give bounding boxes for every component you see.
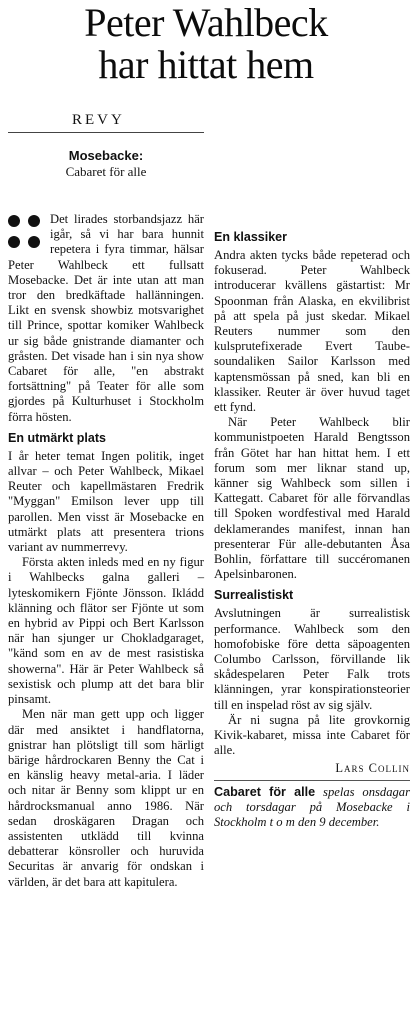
subheading-3: Surrealistiskt: [214, 588, 294, 603]
subheading-2: En klassiker: [214, 230, 287, 244]
paragraph-7: Avslutningen är surrealistisk performance. Wahlbeck som den homofobiske före detta säpoagenten Columbo Carlsson, förvillande lik skådespelaren Peter Falk trots klänningen, yrar konspirationsteorier till en inspelad röst av sig själv.: [214, 606, 410, 712]
show-title: Cabaret för alle: [65, 164, 147, 179]
show-info: [214, 785, 410, 831]
section-kicker: REVY: [72, 112, 125, 128]
left-column: [8, 212, 204, 890]
show-info-title: Cabaret för alle: [214, 784, 316, 799]
paragraph-2: I år heter temat Ingen politik, inget allvar – och Peter Wahlbeck, Mikael Reuter och kapellmästaren Fredrik "Myggan" Emilson lever upp till parollen. Men visst är Mosebacke en utmärkt plats att presentera trions variant av nummerrevy.: [8, 448, 204, 555]
byline: Lars Collin: [335, 760, 410, 775]
headline-line-2: har hittat hem: [98, 42, 314, 87]
headline-line-1: Peter Wahlbeck: [84, 0, 328, 45]
paragraph-5: Andra akten tycks både repeterad och fokuserad. Peter Wahlbeck introducerar kvällens gästartist: Mr Spoonman från Alaska, en ekvilibrist på att spela på just skedar. Mikael Reuters nummer som den kulsprutefixerade Evert Taube-soundaliken Sailor Karlsson med kaptensmössan på sned, kan bli en klassiker. Reuter är över huvud taget ett fynd.: [214, 248, 410, 415]
headline: [0, 2, 412, 86]
show-info-text: spelas onsdagar och torsdagar på Mosebacke i Stockholm t o m den 9 december.: [214, 784, 410, 829]
subheading-1: En utmärkt plats: [8, 430, 106, 445]
paragraph-intro: Det lirades storbandsjazz här igår, så vi har bara hunnit repetera i fyra timmar, hälsar Peter Wahlbeck ett fullsatt Mosebacke. Det är inte utan att man tror den bredkäftade hallänningen. Likt en svensk showbiz motsvarighet till Prince, spottar komiker Wahlbeck ur sig både gnistrande diamanter och gråsten. Det visade han i sin nya show Cabaret för alle, "en abstrakt fortsättning" på Teater för alle som gjordes på Kulturhuset i Stockholm förra hösten.: [8, 212, 204, 424]
right-column: [214, 118, 410, 830]
paragraph-3: Första akten inleds med en ny figur i Wahlbecks galna galleri – lyteskomikern Fjönte Jönsson. Ikládd klänning och flätor ser Fjönte ut som en hybrid av Pippi och Bert Karlsson när han sjunger ur Chokladgaraget, "känd som en av de mest rasistiska showerna". Här är Peter Wahlbeck så sexistisk och plump att det bara blir pinsamt.: [8, 555, 204, 707]
paragraph-8: Är ni sugna på lite grovkornig Kivik-kabaret, missa inte Cabaret för alle.: [214, 712, 410, 758]
drop-ornament-icon: [8, 215, 44, 251]
paragraph-6: När Peter Wahlbeck blir kommunistpoeten Harald Bengtsson från Götet har han hittat hem. I ett forum som mer liknar stand up, känner sig Wahlbeck som sillen i Kattegatt. Cabaret för alle förvandlas till Spoken wordfestival med Harald deklamerandes manifest, innan han presenterar Für alle-debutanten Åsa Bohlin, författare till succéromanen Apelsinbaronen.: [214, 415, 410, 582]
venue-label: Mosebacke:: [68, 148, 144, 163]
kicker-rule: [8, 132, 204, 133]
paragraph-4: Men när man gett upp och ligger där med ansiktet i handflatorna, gnistrar han plötsligt till som härligt bärige hårdrockaren Benny the Cat i en känslig heavy metal-aria. I läder och nitar är Benny som klippt ur en hårdrocksmanual anno 1986. När sedan droskägaren Dragan och assistenten utklädd till kvinna debatterar könsroller och huruvida Securitas är anvarig för ondskan i världen, är det bara att kapitulera.: [8, 707, 204, 889]
info-rule: [214, 780, 410, 781]
